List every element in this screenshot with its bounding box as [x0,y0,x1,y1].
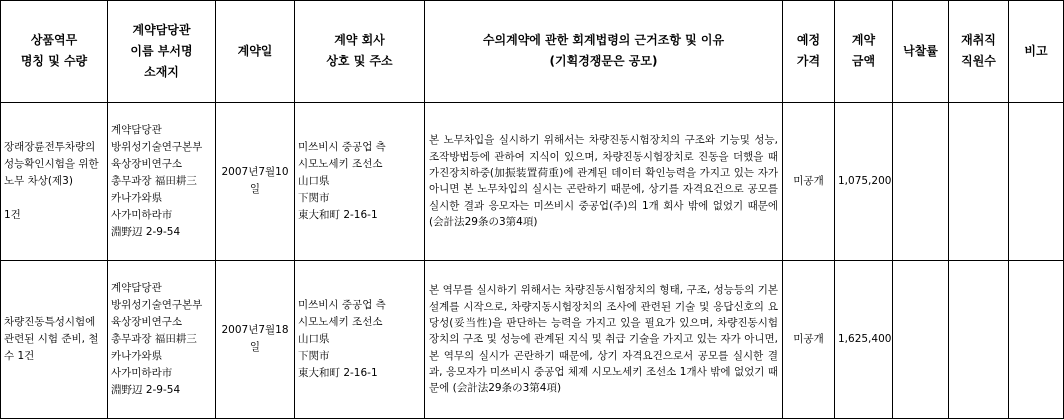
cell-reason: 본 노무차입을 실시하기 위해서는 차량진동시험장치의 구조와 기능및 성능, 조작방법등에 관하여 지식이 있으며, 차량진동시험장치로 진동을 더했을 때 가진장치하중(加振装置荷重)에 관계된 데이터 확인능력을 가지고 있는 자가 아니면 본 노무차입의 실시는 곤란하기 때문에, 상기를 자격요건으로 공모를 실시한 결과 응모자는 미쓰비시 중공업(주)의 1개 회사 밖에 없었기 때문에 (会計法29条の3第4項) [425,102,783,260]
header-award-rate: 낙찰률 [893,1,949,103]
header-contract-amount: 계약 금액 [835,1,893,103]
cell-company: 미쓰비시 중공업 측 시모노세키 조선소 山口県 下関市 東大和町 2-16-1 [295,260,425,418]
header-note: 비고 [1009,1,1064,103]
cell-award-rate [893,102,949,260]
cell-date: 2007년7월18일 [216,260,295,418]
header-row [1,1,1064,103]
cell-estimated-price: 미공개 [783,260,835,418]
cell-official: 계약담당관 방위성기술연구본부 육상장비연구소 총무과장 福田耕三 카나가와県 사가미하라市 淵野辺 2-9-54 [108,102,216,260]
header-company: 계약 회사 상호 및 주소 [295,1,425,103]
cell-item: 차량진동특성시험에 관련된 시험 준비, 철수 1건 [1,260,108,418]
cell-award-rate [893,260,949,418]
cell-reemployed-count [949,102,1009,260]
cell-date: 2007년7월10일 [216,102,295,260]
header-official: 계약담당관 이름 부서명 소재지 [108,1,216,103]
header-reemployed-count: 재취직 직원수 [949,1,1009,103]
cell-official: 계약담당관 방위성기술연구본부 육상장비연구소 총무과장 福田耕三 카나가와県 사가미하라市 淵野辺 2-9-54 [108,260,216,418]
cell-company: 미쓰비시 중공업 측 시모노세키 조선소 山口県 下関市 東大和町 2-16-1 [295,102,425,260]
cell-estimated-price: 미공개 [783,102,835,260]
cell-note [1009,102,1064,260]
header-estimated-price: 예정 가격 [783,1,835,103]
header-date: 계약일 [216,1,295,103]
cell-item: 장래장륜전투차량의 성능확인시험을 위한 노무 차상(제3) 1건 [1,102,108,260]
header-reason: 수의계약에 관한 회계법령의 근거조항 및 이유 (기획경쟁문은 공모) [425,1,783,103]
header-item: 상품역무 명칭 및 수량 [1,1,108,103]
table-row [1,102,1064,260]
cell-contract-amount: 1,625,400 [835,260,893,418]
cell-reemployed-count [949,260,1009,418]
cell-note [1009,260,1064,418]
cell-reason: 본 역무를 실시하기 위해서는 차량진동시험장치의 형태, 구조, 성능등의 기본설계를 시작으로, 차량지동시험장치의 조사에 관련된 기술 및 응답신호의 요당성(妥当性)을 판단하는 능력을 가지고 있을 필요가 있으며, 차량진동시험장치의 구조 및 성능에 관계된 지식 및 취급 기술을 가지고 있는 자가 아니면, 본 역무의 실시가 곤란하기 때문에, 상기 자격요건으로서 공모를 실시한 결과, 응모자가 미쓰비시 중공업 체제 시모노세키 조선소 1개사 밖에 없었기 때문에 (会計法29条の3第4項) [425,260,783,418]
cell-contract-amount: 1,075,200 [835,102,893,260]
table-row [1,260,1064,418]
